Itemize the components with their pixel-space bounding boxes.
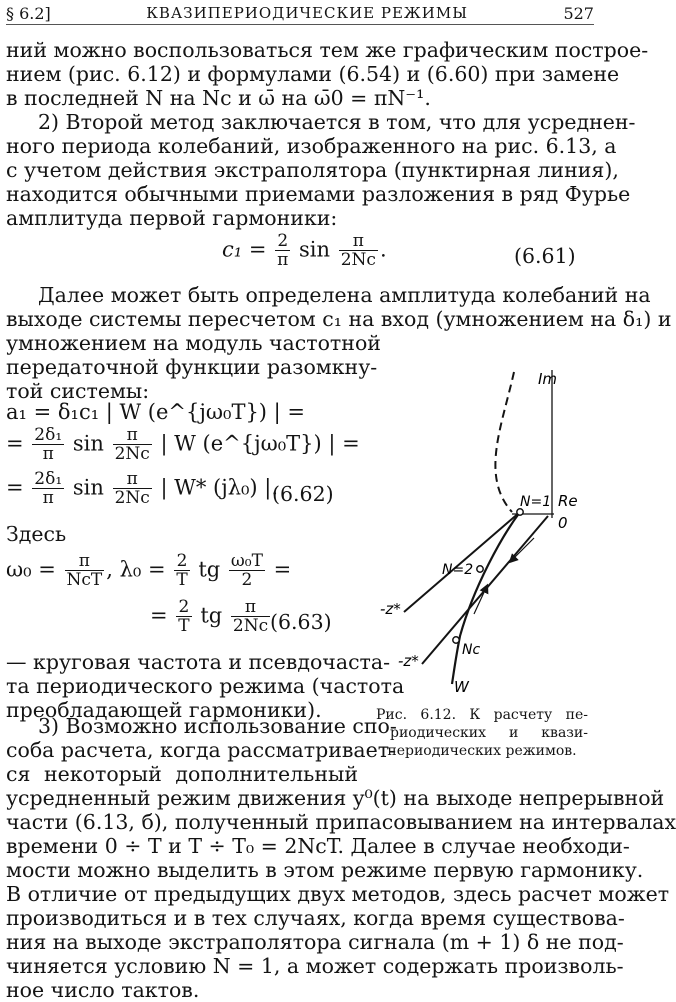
frac-num: 2 [176,598,191,617]
frac-den: NcT [66,570,103,590]
text-line: та периодического режима (частота [6,674,405,698]
fraction [229,552,265,590]
text-line: ний можно воспользоваться тем же графическим построе- [6,38,649,62]
caption-line: Рис. 6.12. К расчету пе- [376,707,588,723]
equation-6-62-line-3 [6,470,278,508]
frac-den: 2Nc [232,616,269,636]
paragraph-method-3-narrow [6,714,397,786]
frac-num: π [339,232,378,251]
paragraph-narrow [6,331,381,403]
paragraph-method-2 [6,110,636,230]
text-line: Здесь [6,522,67,546]
tg-fn: tg [200,603,223,628]
text-line: находится обычными приемами разложения в ряд Фурье [6,182,631,206]
sin-fn: sin [72,431,104,456]
text-line: 2) Второй метод заключается в том, что для усреднен- [38,110,636,134]
page-number: 527 [563,3,594,23]
eq-part: = [6,475,24,500]
frac-num: π [113,470,152,489]
fraction [174,552,189,590]
label-re: Re [558,492,578,510]
fraction [113,470,152,508]
figure-6-12 [362,366,594,700]
fraction [65,552,105,590]
equation-6-62-line-1: a₁ = δ₁c₁ | W (e^{jω₀T}) | = [6,400,306,424]
text-line: выходе системы пересчетом c₁ на вход (умножением на δ₁) и [6,307,672,331]
equation-number-6-61: (6.61) [514,244,576,268]
text-line: Далее может быть определена амплитуда колебаний на [38,283,651,307]
text-line: части (6.13, б), полученный припасовыванием на интервалах [6,810,676,834]
text-line: в последней N на Nc и ω̄ на ω̄0 = πN⁻¹. [6,86,431,110]
figure-caption [376,706,588,760]
text-line: соба расчета, когда рассматривает- [6,738,397,762]
eq-part: | W* (jλ₀) |. [160,475,279,500]
text-line: производиться и в тех случаях, когда время существова- [6,906,625,930]
paragraph-method-3-wide [6,786,676,1002]
caption-line: периодических режимов. [387,743,577,759]
equation-6-63-line-1 [6,552,291,590]
frac-den: 2Nc [114,444,150,464]
text-line: усредненный режим движения y⁰(t) на выходе непрерывной [6,786,665,810]
text-line: 3) Возможно использование спо- [38,714,397,738]
point-nc [453,637,459,643]
equation-number-6-62: (6.62) [272,482,334,506]
text-line: передаточной функции разомкну- [6,355,378,379]
sin-fn: sin [299,237,331,262]
text-line: ное число тактов. [6,978,200,1002]
frac-den: 2 [241,570,253,590]
fraction [32,470,64,508]
frac-den: T [176,570,188,590]
eq-lhs: c₁ = [222,237,267,262]
text-line: умножением на модуль частотной [6,331,381,355]
fraction [275,232,290,270]
eq-part: = [150,603,168,628]
text-line: амплитуда первой гармоники: [6,206,338,230]
frac-num: π [65,552,105,571]
frac-num: 2 [174,552,189,571]
text-line: чиняется условию N = 1, а может содержать произволь- [6,954,624,978]
eq-part: | W (e^{jω₀T}) | = [160,431,360,456]
caption-line: риодических и квази- [390,725,588,741]
label-z-upper: -z* [380,600,401,618]
frac-den: 2Nc [340,250,376,270]
paragraph-intro [6,38,649,110]
text-line: В отличие от предыдущих двух методов, здесь расчет может [6,882,670,906]
eq-end: . [379,237,387,262]
text-line: мости можно выделить в этом режиме первую гармонику. [6,858,644,882]
equation-6-63-line-2 [150,598,272,636]
point-n2 [477,566,483,572]
dashed-curve [495,372,514,512]
fraction [231,598,270,636]
label-origin: 0 [558,514,568,532]
text-line: с учетом действия экстраполятора (пунктирная линия), [6,158,619,182]
frac-num: ω₀T [230,551,263,571]
text-line: — круговая частота и псевдочаста- [6,650,391,674]
frac-num: 2δ₁ [34,425,63,445]
running-header [6,2,594,25]
paragraph-further [6,283,672,331]
sin-fn: sin [72,475,104,500]
frac-den: T [178,616,190,636]
paragraph-frequency [6,650,405,722]
text-line: нием (рис. 6.12) и формулами (6.54) и (6.60) при замене [6,62,620,86]
text-line: ния на выходе экстраполятора сигнала (m + 1) δ не под- [6,930,624,954]
label-nc: Nc [462,642,481,658]
section-ref: § 6.2] [6,3,51,23]
label-n1: N=1 [520,494,552,510]
text-line: той системы: [6,379,150,403]
frac-den: π [277,250,289,270]
tg-fn: tg [198,557,221,582]
frac-num: 2δ₁ [34,469,63,489]
text-line: преобладающей гармоники). [6,698,322,722]
text-line: ся некоторый дополнительный [6,762,358,786]
fraction [32,426,64,464]
label-n2: N=2 [442,562,474,578]
equation-number-6-63: (6.63) [270,610,332,634]
label-w: W [454,678,469,696]
text-line: времени 0 ÷ T и T ÷ T₀ = 2NcT. Далее в случае необходи- [6,834,630,858]
fraction [339,232,378,270]
frac-num: π [113,426,152,445]
text-line: ного периода колебаний, изображенного на рис. 6.13, а [6,134,617,158]
eq-part: = [6,431,24,456]
frac-num: π [231,598,270,617]
eq-part: = [273,557,292,582]
arrow-down [512,538,534,560]
label-im: Im [538,370,558,388]
label-z-lower: -z* [398,652,419,670]
equation-6-62-line-2 [6,426,360,464]
frac-den: 2Nc [114,488,150,508]
w-curve [452,512,520,684]
running-title: КВАЗИПЕРИОДИЧЕСКИЕ РЕЖИМЫ [146,4,468,22]
frac-den: π [42,488,54,508]
frac-num: 2 [275,232,290,251]
frac-den: π [42,444,54,464]
fraction [113,426,152,464]
fraction [176,598,191,636]
eq-part: , λ₀ = [106,557,166,582]
equation-6-61 [222,232,387,270]
eq-part: ω₀ = [6,557,56,582]
